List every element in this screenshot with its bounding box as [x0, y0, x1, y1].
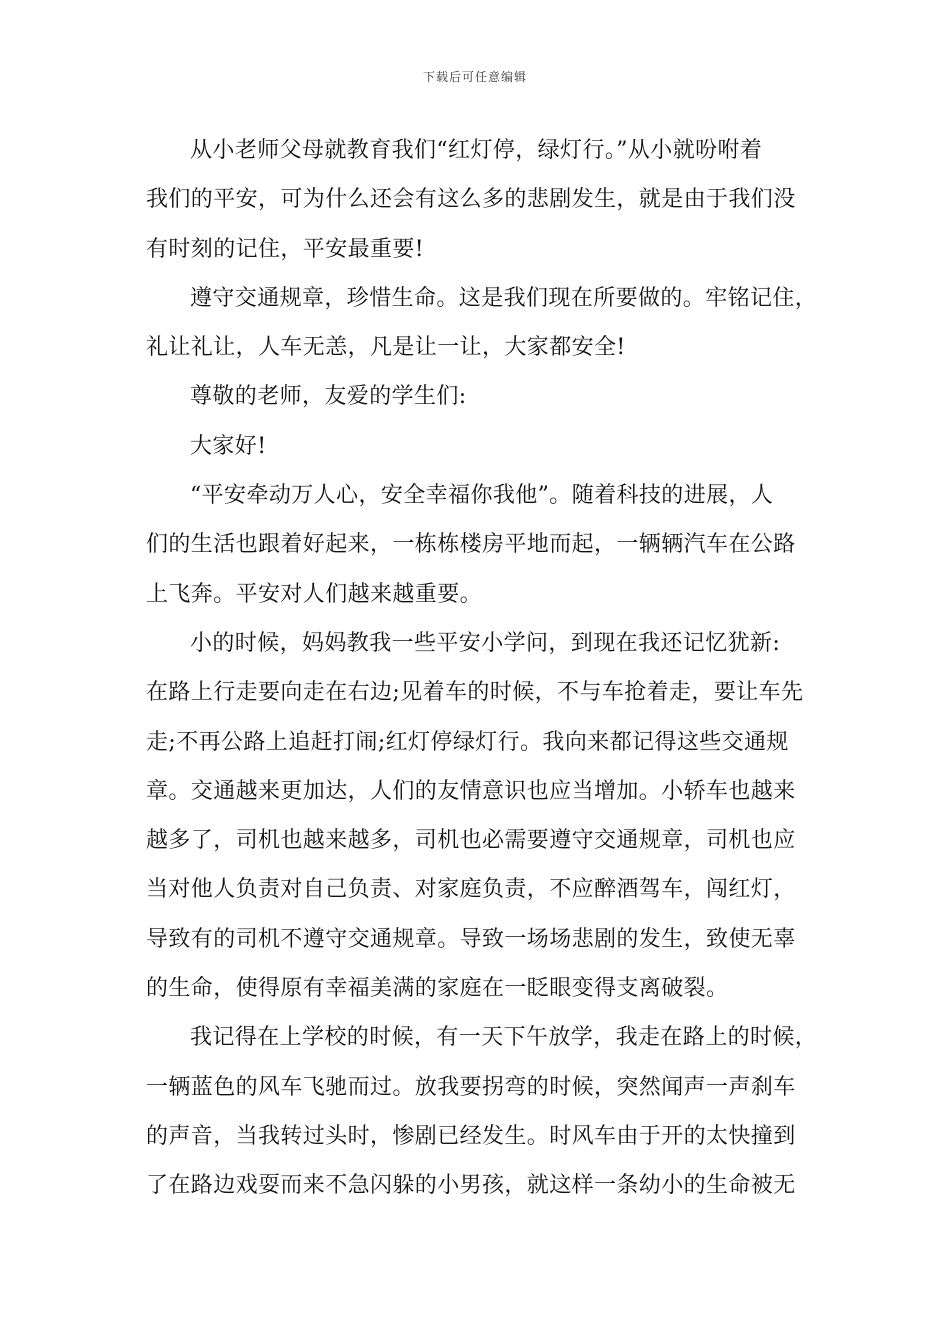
text-line: “平安牵动万人心，安全幸福你我他”。随着科技的进展，人	[190, 483, 774, 509]
text-line: 上飞奔。平安对人们越来越重要。	[146, 581, 483, 607]
text-line: 越多了，司机也越来越多，司机也必需要遵守交通规章，司机也应	[146, 828, 796, 854]
text-line: 礼让礼让，人车无恙，凡是让一让，大家都安全!	[146, 335, 626, 361]
text-line: 们的生活也跟着好起来，一栋栋楼房平地而起，一辆辆汽车在公路	[146, 532, 796, 558]
text-line: 我们的平安，可为什么还会有这么多的悲剧发生，就是由于我们没	[146, 187, 796, 213]
text-line: 遵守交通规章，珍惜生命。这是我们现在所要做的。牢铭记住，	[190, 285, 818, 311]
text-line: 在路上行走要向走在右边;见着车的时候，不与车抢着走，要让车先	[146, 680, 804, 706]
text-line: 有时刻的记住，平安最重要!	[146, 236, 425, 262]
text-line: 了在路边戏耍而来不急闪躲的小男孩，就这样一条幼小的生命被无	[146, 1173, 796, 1199]
document-body	[146, 126, 818, 1211]
text-line: 大家好!	[190, 433, 267, 459]
text-line: 小的时候，妈妈教我一些平安小学问，到现在我还记忆犹新:	[190, 630, 781, 656]
text-line: 导致有的司机不遵守交通规章。导致一场场悲剧的发生，致使无辜	[146, 926, 796, 952]
header-note: 下载后可任意编辑	[422, 70, 527, 84]
text-line: 章。交通越来更加达，人们的友情意识也应当增加。小轿车也越来	[146, 778, 796, 804]
text-line: 一辆蓝色的风车飞驰而过。放我要拐弯的时候，突然闻声一声刹车	[146, 1074, 796, 1100]
text-line: 从小老师父母就教育我们“红灯停，绿灯行。”从小就吩咐着	[190, 138, 763, 163]
text-line: 的声音，当我转过头时，惨剧已经发生。时风车由于开的太快撞到	[146, 1123, 796, 1149]
text-line: 的生命，使得原有幸福美满的家庭在一眨眼变得支离破裂。	[146, 976, 729, 1002]
text-line: 走;不再公路上追赶打闹;红灯停绿灯行。我向来都记得这些交通规	[146, 729, 789, 755]
text-line: 尊敬的老师，友爱的学生们:	[190, 384, 467, 410]
text-line: 我记得在上学校的时候，有一天下午放学，我走在路上的时候，	[190, 1025, 818, 1051]
text-line: 当对他人负责对自己负责、对家庭负责，不应醉酒驾车，闯红灯，	[146, 877, 796, 903]
